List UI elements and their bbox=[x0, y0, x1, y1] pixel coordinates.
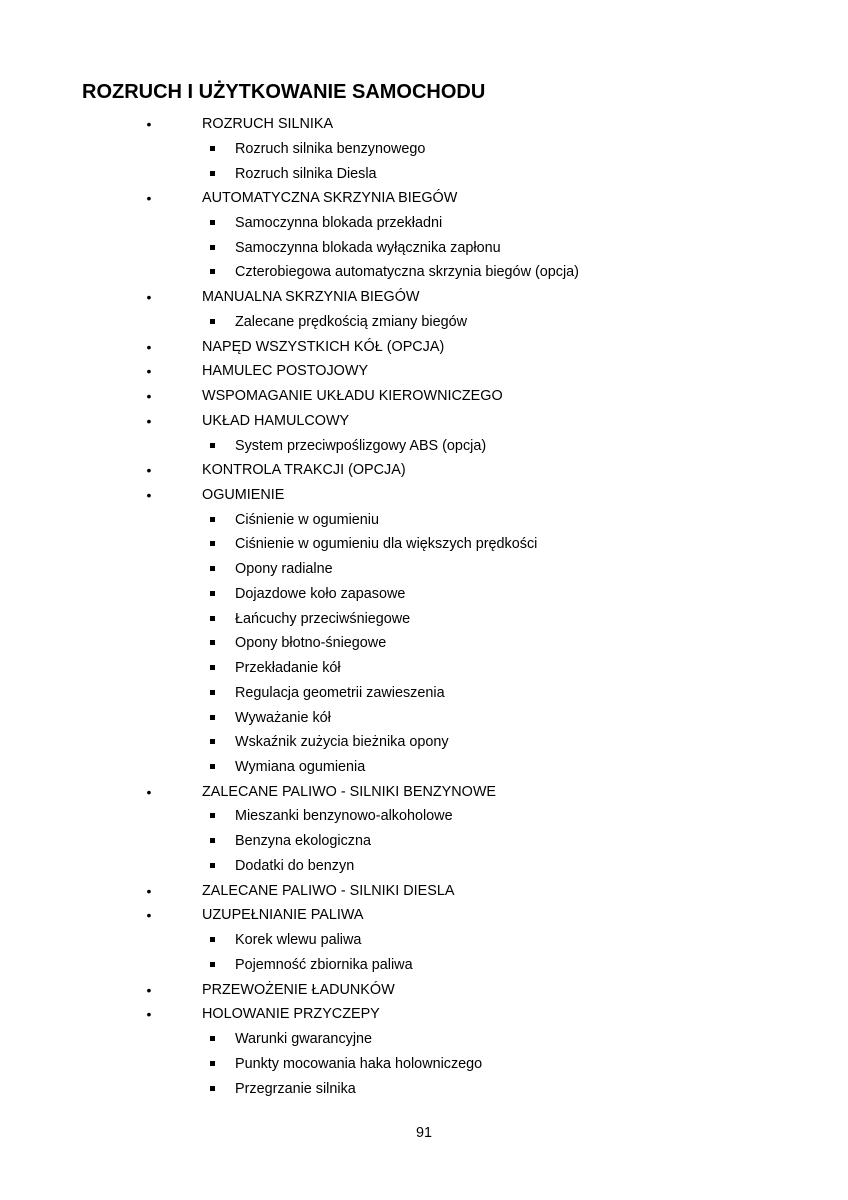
subsection-label: Dodatki do benzyn bbox=[235, 857, 355, 874]
square-bullet-icon bbox=[210, 171, 215, 176]
subsection-item bbox=[0, 609, 848, 629]
section-label: AUTOMATYCZNA SKRZYNIA BIEGÓW bbox=[202, 190, 458, 207]
subsection-item bbox=[0, 732, 848, 752]
section-item bbox=[0, 881, 848, 901]
square-bullet-icon bbox=[210, 937, 215, 942]
round-bullet-icon: • bbox=[146, 981, 152, 998]
subsection-item bbox=[0, 683, 848, 703]
section-label: NAPĘD WSZYSTKICH KÓŁ (OPCJA) bbox=[202, 338, 445, 355]
subsection-label: Zalecane prędkością zmiany biegów bbox=[235, 313, 467, 330]
round-bullet-icon: • bbox=[146, 116, 152, 132]
section-item bbox=[0, 114, 848, 134]
section-label: PRZEWOŻENIE ŁADUNKÓW bbox=[202, 981, 395, 998]
square-bullet-icon bbox=[210, 863, 215, 868]
section-label: WSPOMAGANIE UKŁADU KIEROWNICZEGO bbox=[202, 388, 503, 404]
subsection-label: Mieszanki benzynowo-alkoholowe bbox=[235, 808, 453, 825]
square-bullet-icon bbox=[210, 1086, 215, 1091]
section-item bbox=[0, 485, 848, 505]
subsection-label: Opony błotno-śniegowe bbox=[235, 635, 387, 652]
square-bullet-icon bbox=[210, 690, 215, 695]
round-bullet-icon: • bbox=[146, 882, 152, 899]
subsection-label: Samoczynna blokada przekładni bbox=[235, 214, 443, 231]
square-bullet-icon bbox=[210, 1061, 215, 1066]
round-bullet-icon: • bbox=[146, 486, 152, 503]
subsection-item bbox=[0, 930, 848, 950]
square-bullet-icon bbox=[210, 764, 215, 769]
section-item bbox=[0, 188, 848, 208]
square-bullet-icon bbox=[210, 715, 215, 720]
section-item bbox=[0, 905, 848, 925]
round-bullet-icon: • bbox=[146, 412, 152, 429]
square-bullet-icon bbox=[210, 739, 215, 744]
subsection-item bbox=[0, 757, 848, 777]
section-item bbox=[0, 1004, 848, 1024]
section-item bbox=[0, 782, 848, 802]
subsection-label: Opony radialne bbox=[235, 561, 333, 578]
square-bullet-icon bbox=[210, 591, 215, 596]
subsection-item bbox=[0, 708, 848, 728]
subsection-item bbox=[0, 831, 848, 851]
subsection-item bbox=[0, 955, 848, 975]
section-item bbox=[0, 386, 848, 406]
subsection-label: Wskaźnik zużycia bieżnika opony bbox=[235, 734, 449, 751]
subsection-label: Czterobiegowa automatyczna skrzynia biegów (opcja) bbox=[235, 264, 579, 281]
round-bullet-icon: • bbox=[146, 462, 152, 479]
section-label: KONTROLA TRAKCJI (OPCJA) bbox=[202, 462, 406, 479]
page-number: 91 bbox=[415, 1125, 432, 1141]
subsection-item bbox=[0, 164, 848, 184]
subsection-item bbox=[0, 213, 848, 233]
subsection-label: Ciśnienie w ogumieniu bbox=[235, 511, 379, 528]
square-bullet-icon bbox=[210, 269, 215, 274]
subsection-label: Rozruch silnika benzynowego bbox=[235, 140, 426, 157]
page-title: ROZRUCH I UŻYTKOWANIE SAMOCHODU bbox=[82, 81, 486, 103]
section-label: UZUPEŁNIANIE PALIWA bbox=[202, 907, 364, 924]
subsection-label: Pojemność zbiornika paliwa bbox=[235, 956, 413, 973]
square-bullet-icon bbox=[210, 566, 215, 571]
subsection-item bbox=[0, 262, 848, 282]
subsection-item bbox=[0, 559, 848, 579]
subsection-label: Rozruch silnika Diesla bbox=[235, 165, 377, 182]
subsection-item bbox=[0, 139, 848, 159]
round-bullet-icon: • bbox=[146, 907, 152, 924]
square-bullet-icon bbox=[210, 220, 215, 225]
subsection-item bbox=[0, 633, 848, 653]
square-bullet-icon bbox=[210, 541, 215, 546]
subsection-label: Wyważanie kół bbox=[235, 709, 331, 726]
subsection-item bbox=[0, 534, 848, 554]
subsection-item bbox=[0, 1054, 848, 1074]
subsection-label: Przegrzanie silnika bbox=[235, 1080, 356, 1097]
square-bullet-icon bbox=[210, 665, 215, 670]
section-item bbox=[0, 287, 848, 307]
subsection-label: System przeciwpoślizgowy ABS (opcja) bbox=[235, 437, 487, 454]
subsection-item bbox=[0, 806, 848, 826]
subsection-label: Warunki gwarancyjne bbox=[235, 1031, 373, 1047]
section-label: HAMULEC POSTOJOWY bbox=[202, 363, 369, 380]
section-item bbox=[0, 460, 848, 480]
section-item bbox=[0, 361, 848, 381]
section-label: HOLOWANIE PRZYCZEPY bbox=[202, 1006, 380, 1023]
section-label: OGUMIENIE bbox=[202, 486, 285, 503]
square-bullet-icon bbox=[210, 245, 215, 250]
subsection-label: Korek wlewu paliwa bbox=[235, 932, 362, 949]
round-bullet-icon: • bbox=[146, 338, 152, 355]
square-bullet-icon bbox=[210, 616, 215, 621]
subsection-item bbox=[0, 1079, 848, 1099]
round-bullet-icon: • bbox=[146, 1006, 152, 1023]
subsection-item bbox=[0, 856, 848, 876]
square-bullet-icon bbox=[210, 813, 215, 818]
subsection-label: Ciśnienie w ogumieniu dla większych prędkości bbox=[235, 536, 538, 553]
square-bullet-icon bbox=[210, 146, 215, 151]
subsection-label: Samoczynna blokada wyłącznika zapłonu bbox=[235, 239, 501, 256]
subsection-label: Łańcuchy przeciwśniegowe bbox=[235, 610, 411, 627]
square-bullet-icon bbox=[210, 443, 215, 448]
subsection-label: Przekładanie kół bbox=[235, 660, 341, 677]
subsection-item bbox=[0, 436, 848, 456]
section-label: ZALECANE PALIWO - SILNIKI DIESLA bbox=[202, 882, 455, 899]
section-label: ROZRUCH SILNIKA bbox=[202, 116, 334, 132]
section-label: ZALECANE PALIWO - SILNIKI BENZYNOWE bbox=[202, 783, 496, 800]
subsection-item bbox=[0, 510, 848, 530]
square-bullet-icon bbox=[210, 838, 215, 843]
section-item bbox=[0, 411, 848, 431]
subsection-item bbox=[0, 584, 848, 604]
subsection-label: Punkty mocowania haka holowniczego bbox=[235, 1055, 483, 1072]
subsection-item bbox=[0, 658, 848, 678]
round-bullet-icon: • bbox=[146, 388, 152, 404]
subsection-label: Benzyna ekologiczna bbox=[235, 833, 372, 850]
square-bullet-icon bbox=[210, 1036, 215, 1041]
square-bullet-icon bbox=[210, 517, 215, 522]
square-bullet-icon bbox=[210, 640, 215, 645]
section-label: UKŁAD HAMULCOWY bbox=[202, 412, 350, 429]
square-bullet-icon bbox=[210, 962, 215, 967]
subsection-label: Regulacja geometrii zawieszenia bbox=[235, 684, 445, 701]
section-item bbox=[0, 980, 848, 1000]
section-label: MANUALNA SKRZYNIA BIEGÓW bbox=[202, 289, 420, 306]
subsection-item bbox=[0, 1029, 848, 1049]
section-item bbox=[0, 337, 848, 357]
round-bullet-icon: • bbox=[146, 190, 152, 207]
subsection-label: Wymiana ogumienia bbox=[235, 759, 366, 775]
subsection-item bbox=[0, 312, 848, 332]
round-bullet-icon: • bbox=[146, 289, 152, 306]
round-bullet-icon: • bbox=[146, 363, 152, 380]
square-bullet-icon bbox=[210, 319, 215, 324]
subsection-item bbox=[0, 238, 848, 258]
round-bullet-icon: • bbox=[146, 783, 152, 800]
subsection-label: Dojazdowe koło zapasowe bbox=[235, 585, 406, 602]
